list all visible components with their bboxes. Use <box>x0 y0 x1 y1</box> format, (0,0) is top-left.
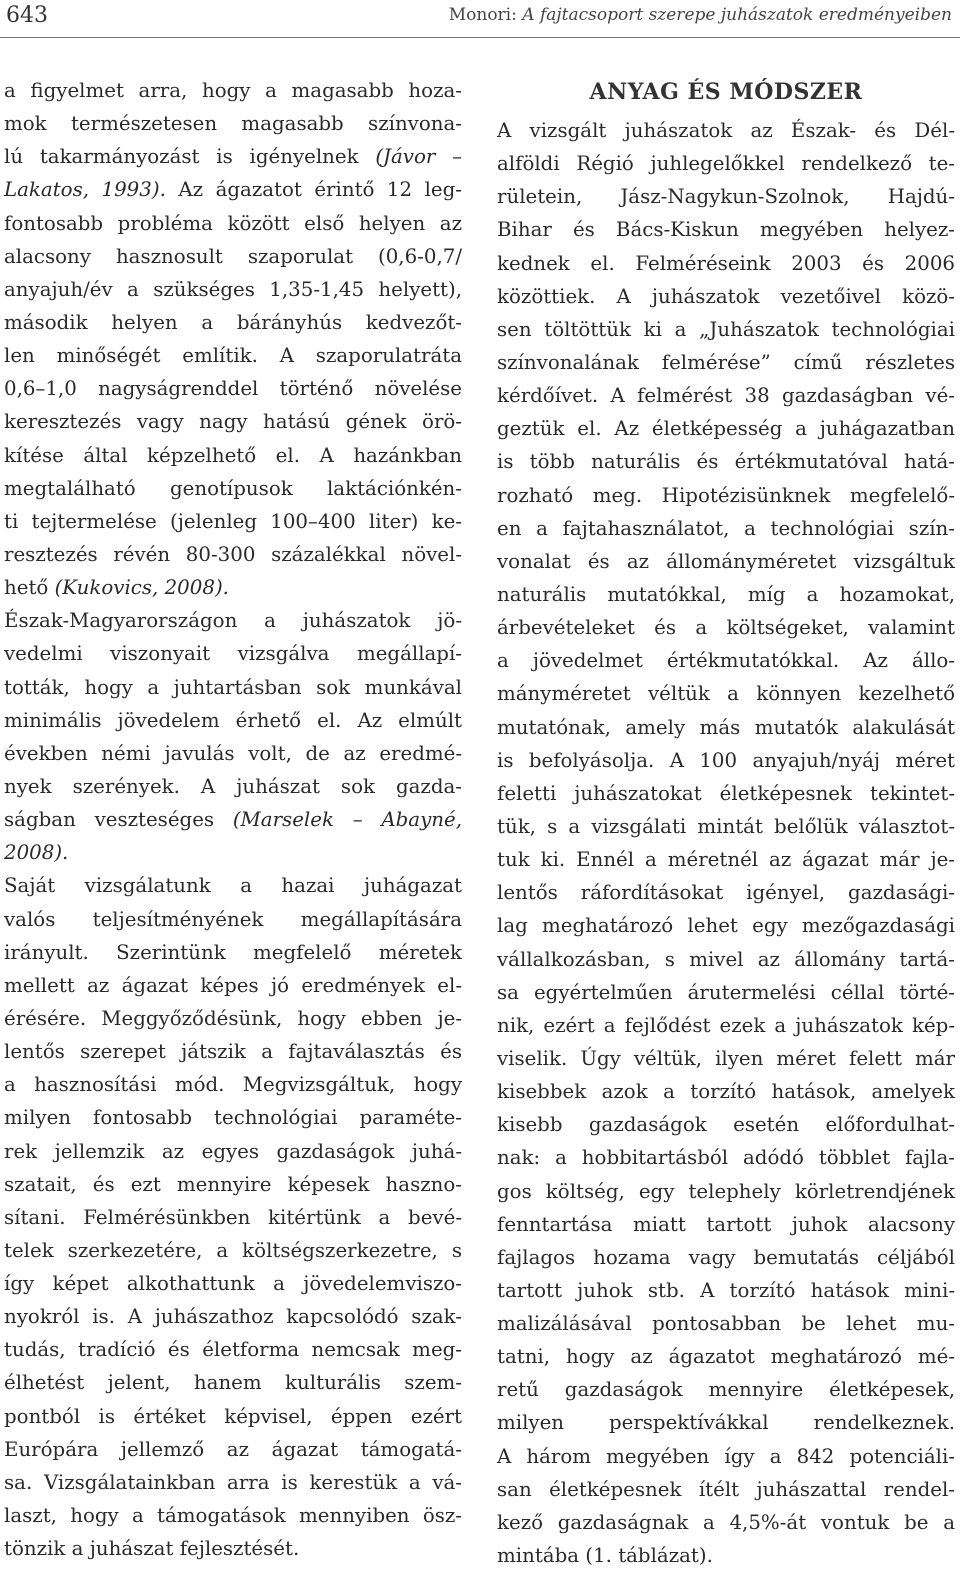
text-line: alacsony hasznosult szaporulat (0,6-0,7/ <box>4 244 462 268</box>
text-line: kisebb gazdaságok esetén előfordulhat- <box>497 1113 955 1137</box>
text-line: a figyelmet arra, hogy a magasabb hoza- <box>4 79 462 102</box>
text-line: fenntartása miatt tartott juhok alacsony <box>497 1212 955 1236</box>
text-line: rületein, Jász-Nagykun-Szolnok, Hajdú- <box>497 185 955 209</box>
text-line: keresztezés vagy nagy hatású gének örö- <box>4 410 462 434</box>
text-line: rozható meg. Hipotézisünknek megfelelő- <box>497 483 955 507</box>
text-line: években némi javulás volt, de az eredmé- <box>4 741 462 765</box>
text-line: 2008). <box>4 841 69 865</box>
text-line: sen töltöttük ki a „Juhászatok technológiai <box>497 317 955 341</box>
text-line: ti tejtermelése (jelenleg 100–400 liter) ke- <box>4 509 462 533</box>
text-line: tatni, hogy az ágazatot meghatározó mé- <box>497 1345 955 1369</box>
text-line: milyen perspektívákkal rendelkeznek. <box>497 1411 955 1435</box>
text-line: kednek el. Felméréseink 2003 és 2006 <box>497 251 955 275</box>
text-line: tották, hogy a juhtartásban sok munkával <box>4 675 462 699</box>
text-line: második helyen a bárányhús kedvezőt- <box>4 310 462 334</box>
text-line: ságban veszteséges (Marselek – Abayné, <box>4 808 462 832</box>
text-line: tük, s a vizsgálati mintát belőlük választot- <box>497 814 955 838</box>
text-line: nyek szerények. A juhászat sok gazda- <box>4 774 462 798</box>
text-line: mintába (1. táblázat). <box>497 1544 713 1568</box>
text-line: sa egyértelműen árutermelési céllal törté- <box>497 980 955 1004</box>
running-header <box>0 0 960 38</box>
text-line: sítani. Felmérésünkben kitértünk a bevé- <box>4 1205 462 1229</box>
section-heading: ANYAG ÉS MÓDSZER <box>589 79 863 105</box>
text-line: tönzik a juhászat fejlesztését. <box>4 1537 300 1561</box>
text-line: milyen fontosabb technológiai paraméte- <box>4 1106 462 1130</box>
right-column-text <box>497 114 955 1572</box>
text-line: lú takarmányozást is igényelnek (Jávor – <box>4 145 462 169</box>
text-line: rek jellemzik az egyes gazdaságok juhá- <box>4 1139 462 1163</box>
text-line: valós teljesítményének megállapítására <box>4 907 462 931</box>
text-line: nik, ezért a fejlődést ezek a juhászatok kép- <box>497 1013 955 1037</box>
text-line: mányméretet véltük a könnyen kezelhető <box>497 682 955 706</box>
text-line: élhetést jelent, hanem kulturális szem- <box>4 1371 462 1395</box>
text-line: resztezés révén 80-300 százalékkal növel- <box>4 542 462 566</box>
text-line: alföldi Régió juhlegelőkkel rendelkező te- <box>497 152 955 176</box>
text-line: megtalálható genotípusok laktációnkén- <box>4 476 462 500</box>
text-line: is több naturális és értékmutatóval hatá- <box>497 450 955 474</box>
text-line: lag meghatározó lehet egy mezőgazdasági <box>497 914 955 938</box>
text-line: Európára jellemző az ágazat támogatá- <box>4 1437 462 1461</box>
text-line: nyokról is. A juhászathoz kapcsolódó szak- <box>4 1305 462 1329</box>
text-line: sa. Vizsgálatainkban arra is kerestük a vá- <box>4 1470 462 1494</box>
text-line: Saját vizsgálatunk a hazai juhágazat <box>4 874 462 898</box>
running-title <box>449 5 952 25</box>
text-line: Észak-Magyarországon a juhászatok jö- <box>4 609 462 633</box>
text-line: kítése által képzelhető el. A hazánkban <box>4 443 462 467</box>
text-line: san életképesnek ítélt juhászattal rendel- <box>497 1477 955 1501</box>
text-line: hető (Kukovics, 2008). <box>4 576 229 600</box>
text-line: A három megyében így a 842 potenciáli- <box>497 1444 955 1468</box>
text-line: pontból is értéket képvisel, éppen ezért <box>4 1404 462 1428</box>
text-line: érésére. Meggyőződésünk, hogy ebben je- <box>4 1006 462 1030</box>
text-line: kérdőívet. A felmérést 38 gazdaságban vé- <box>497 384 955 408</box>
right-column <box>497 74 955 1572</box>
text-line: tartott juhok stb. A torzító hatások mini- <box>497 1278 955 1302</box>
text-line: vedelmi viszonyait vizsgálva megállapí- <box>4 642 462 666</box>
text-line: tudás, tradíció és életforma nemcsak meg- <box>4 1338 462 1362</box>
text-line: lentős szerepet játszik a fajtaválasztás és <box>4 1040 462 1064</box>
text-line: gos költség, egy telephely körletrendjének <box>497 1179 955 1203</box>
text-line: anyajuh/év a szükséges 1,35-1,45 helyett), <box>4 277 462 301</box>
text-line: is befolyásolja. A 100 anyajuh/nyáj méret <box>497 748 955 772</box>
running-title-author: Monori: <box>448 5 523 25</box>
text-line: naturális mutatókkal, míg a hozamokat, <box>497 582 955 606</box>
text-line: en a fajtahasználatot, a technológiai szín- <box>497 516 955 540</box>
text-line: árbevételeket és a költségeket, valamint <box>497 616 955 640</box>
text-line: feletti juhászatokat életképesnek tekintet- <box>497 781 955 805</box>
text-line: nak: a hobbitartásból adódó többlet fajla- <box>497 1146 955 1170</box>
text-line: színvonalának felmérése” című részletes <box>497 350 955 374</box>
text-line: viselik. Úgy véltük, ilyen méret felett már <box>497 1046 955 1070</box>
text-line: a hasznosítási mód. Megvizsgáltuk, hogy <box>4 1073 462 1097</box>
text-line: malizálásával pontosabban be lehet mu- <box>497 1312 955 1336</box>
left-column-text <box>4 74 462 1565</box>
text-line: retű gazdaságok mennyire életképesek, <box>497 1378 955 1402</box>
text-line: közöttiek. A juhászatok vezetőivel közö- <box>497 284 955 308</box>
running-title-article: A fajtacsoport szerepe juhászatok eredményeiben <box>522 5 952 25</box>
page-number: 643 <box>6 3 48 28</box>
text-line: mok természetesen magasabb színvona- <box>4 112 462 136</box>
text-line: tuk ki. Ennél a méretnél az ágazat már je- <box>497 848 955 872</box>
text-line: telek szerkezetére, a költségszerkezetre, s <box>4 1238 462 1262</box>
text-line: 0,6–1,0 nagyságrenddel történő növelése <box>4 377 462 401</box>
text-line: Bihar és Bács-Kiskun megyében helyez- <box>497 218 955 242</box>
left-column <box>4 74 462 1565</box>
header-rule <box>0 37 960 38</box>
text-line: a jövedelmet értékmutatókkal. Az állo- <box>497 649 955 673</box>
text-line: mellett az ágazat képes jó eredmények el- <box>4 973 462 997</box>
text-line: lentős ráfordításokat igényel, gazdasági- <box>497 881 955 905</box>
text-line: vonalat és az állományméretet vizsgáltuk <box>497 549 955 573</box>
text-line: len minőségét említik. A szaporulatráta <box>4 344 462 368</box>
text-line: fajlagos hozama vagy bemutatás céljából <box>497 1245 955 1269</box>
text-line: fontosabb probléma között első helyen az <box>4 211 462 235</box>
text-line: laszt, hogy a támogatások mennyiben ösz- <box>4 1504 462 1528</box>
text-line: minimális jövedelem érhető el. Az elmúlt <box>4 708 462 732</box>
text-line: Lakatos, 1993). Az ágazatot érintő 12 leg- <box>4 178 462 202</box>
text-line: mutatónak, amely más mutatók alakulását <box>497 715 955 739</box>
text-line: vállalkozásban, s mivel az állomány tartá- <box>497 947 955 971</box>
text-line: szatait, és ezt mennyire képesek haszno- <box>4 1172 462 1196</box>
text-line: geztük el. Az életképesség a juhágazatban <box>497 417 955 441</box>
text-line: kisebbek azok a torzító hatások, amelyek <box>497 1080 955 1104</box>
text-line: A vizsgált juhászatok az Észak- és Dél- <box>497 119 955 142</box>
text-line: így képet alkothattunk a jövedelemviszo- <box>4 1272 462 1296</box>
text-line: irányult. Szerintünk megfelelő méretek <box>4 940 462 964</box>
text-line: kező gazdaságnak a 4,5%-át vontuk be a <box>497 1510 955 1534</box>
